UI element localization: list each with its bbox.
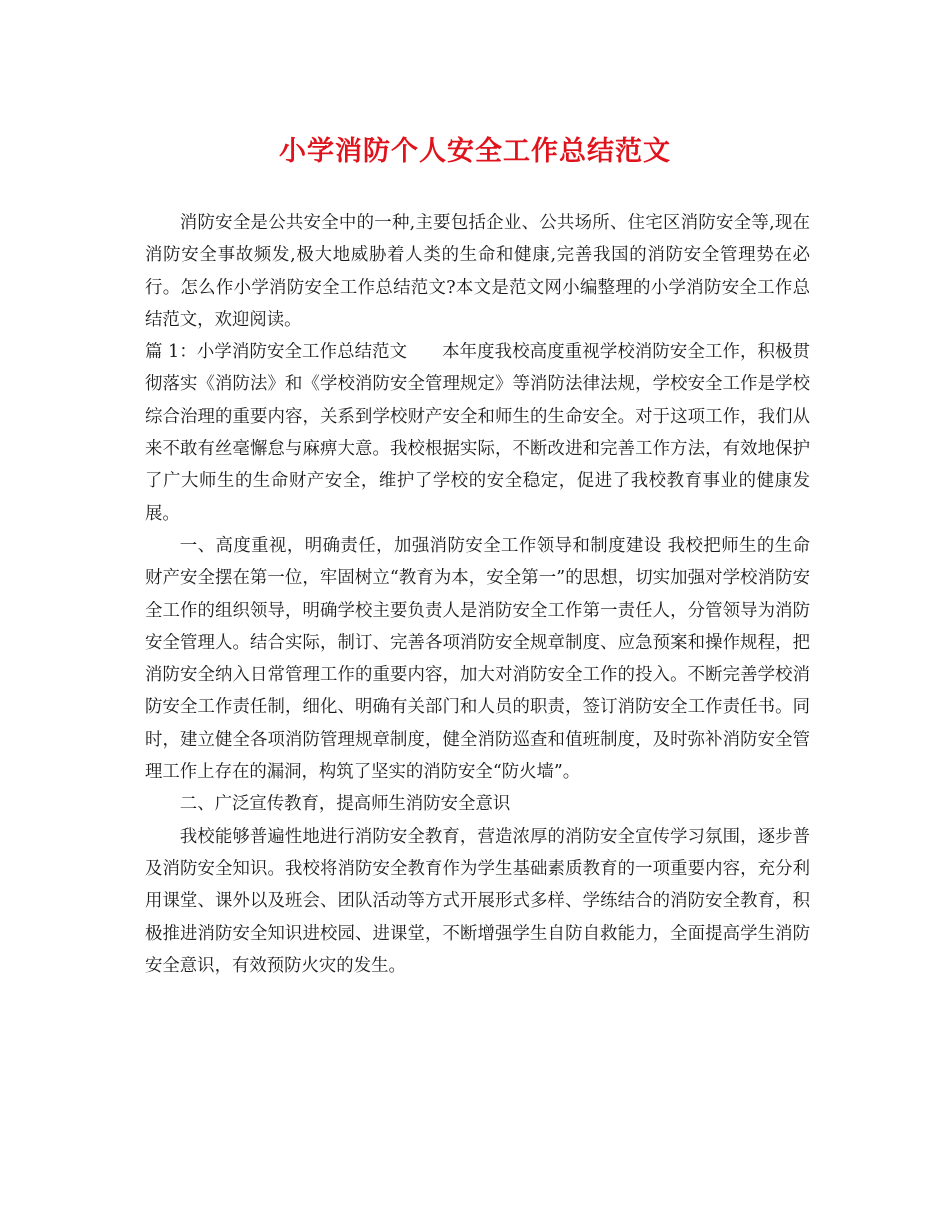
section-heading: 篇 1：小学消防安全工作总结范文 <box>145 342 408 363</box>
section-paragraph <box>145 336 810 530</box>
document-body <box>145 207 810 982</box>
section-intro-text: 本年度我校高度重视学校消防安全工作，积极贯彻落实《消防法》和《学校消防安全管理规定》等消防法律法规，学校安全工作是学校综合治理的重要内容，关系到学校财产安全和师生的生命安全。对于这项工作，我们从来不敢有丝毫懈怠与麻痹大意。我校根据实际，不断改进和完善工作方法，有效地保护了广大师生的生命财产安全，维护了学校的安全稳定，促进了我校教育事业的健康发展。 <box>145 342 810 524</box>
point-one-paragraph: 一、高度重视，明确责任，加强消防安全工作领导和制度建设 我校把师生的生命财产安全摆在第一位，牢固树立“教育为本，安全第一”的思想，切实加强对学校消防安全工作的组织领导，明确学校主要负责人是消防安全工作第一责任人，分管领导为消防安全管理人。结合实际，制订、完善各项消防安全规章制度、应急预案和操作规程，把消防安全纳入日常管理工作的重要内容，加大对消防安全工作的投入。不断完善学校消防安全工作责任制，细化、明确有关部门和人员的职责，签订消防安全工作责任书。同时，建立健全各项消防管理规章制度，健全消防巡查和值班制度，及时弥补消防安全管理工作上存在的漏洞，构筑了坚实的消防安全“防火墙”。 <box>145 535 810 783</box>
point-two-paragraph: 我校能够普遍性地进行消防安全教育，营造浓厚的消防安全宣传学习氛围，逐步普及消防安全知识。我校将消防安全教育作为学生基础素质教育的一项重要内容，充分利用课堂、课外以及班会、团队活动等方式开展形式多样、学练结合的消防安全教育，积极推进消防安全知识进校园、进课堂，不断增强学生自防自救能力，全面提高学生消防安全意识，有效预防火灾的发生。 <box>145 826 810 976</box>
document-title: 小学消防个人安全工作总结范文 <box>279 136 671 167</box>
intro-paragraph: 消防安全是公共安全中的一种,主要包括企业、公共场所、住宅区消防安全等,现在消防安全事故频发,极大地威胁着人类的生命和健康,完善我国的消防安全管理势在必行。怎么作小学消防安全工作总结范文?本文是范文网小编整理的小学消防安全工作总结范文，欢迎阅读。 <box>145 213 810 330</box>
point-two-heading: 二、广泛宣传教育，提高师生消防安全意识 <box>179 794 511 815</box>
